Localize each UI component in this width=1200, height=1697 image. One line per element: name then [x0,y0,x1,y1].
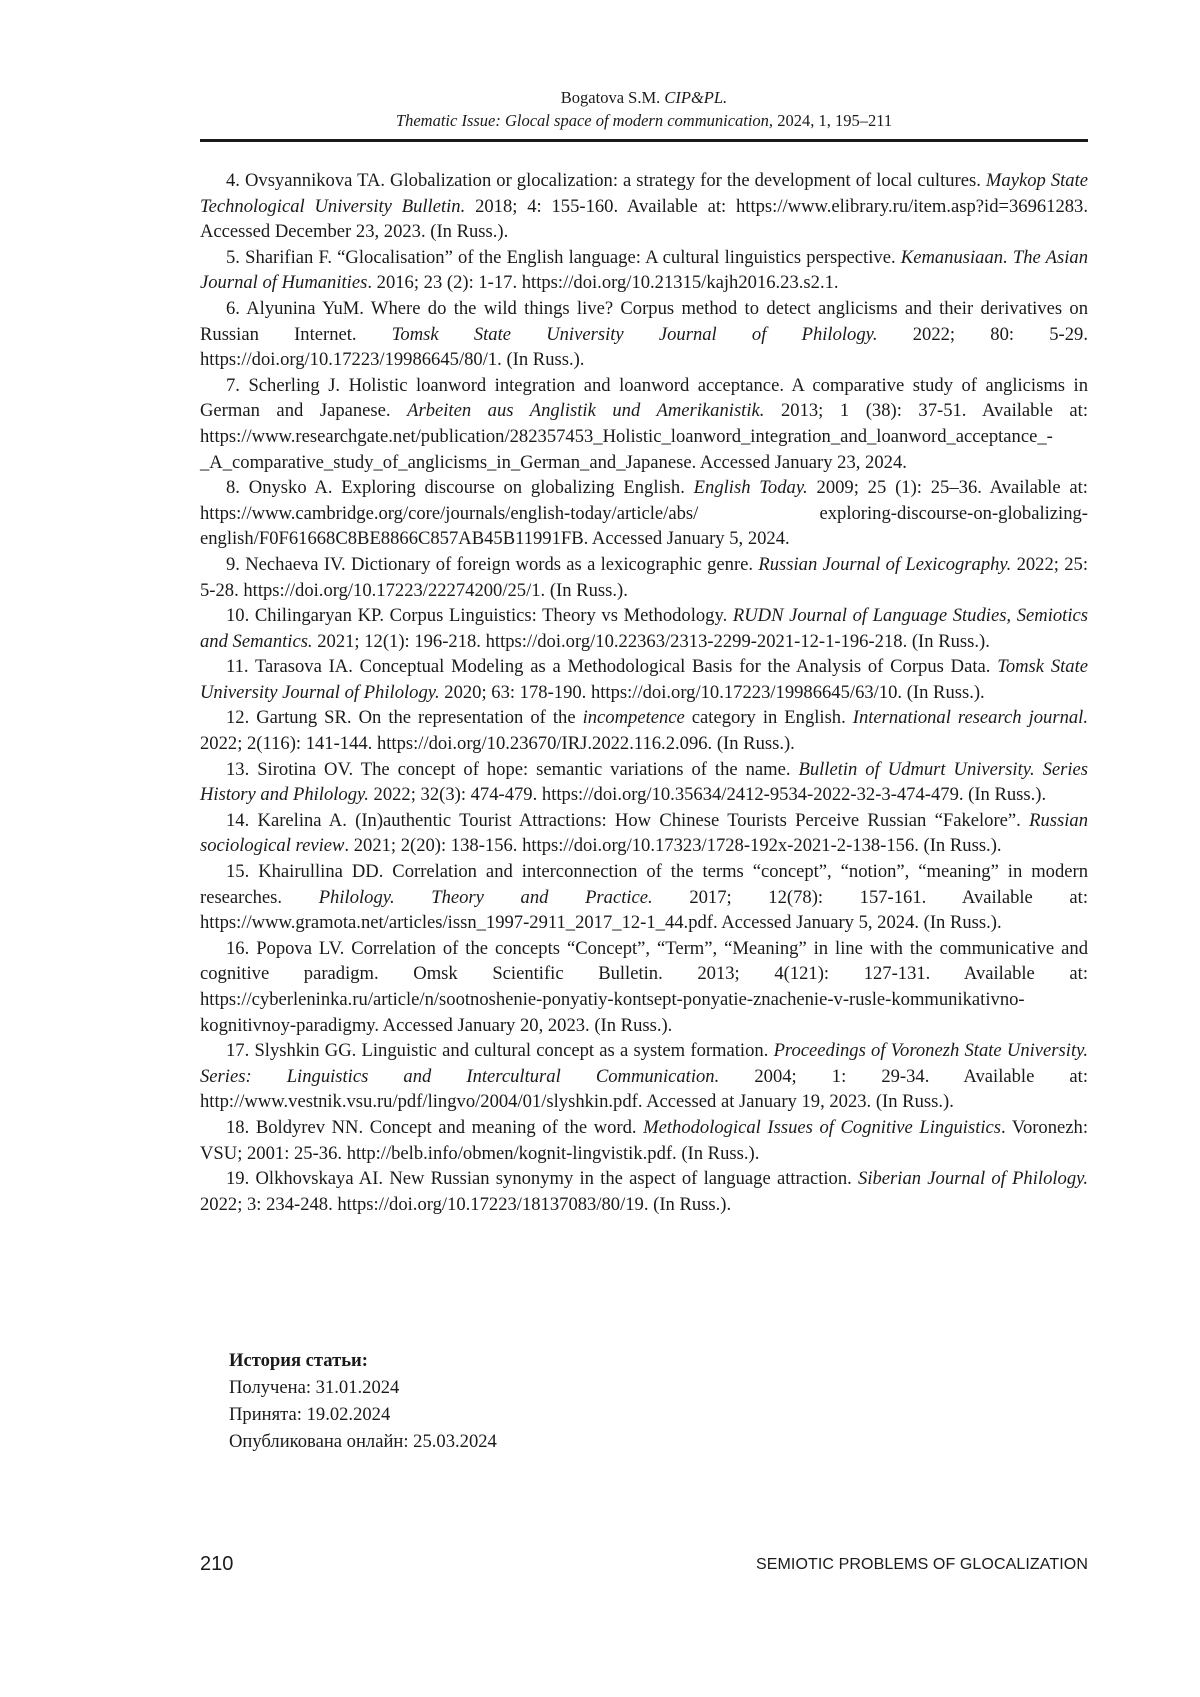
reference-source-title: Siberian Journal of Philology. [858,1168,1088,1190]
reference-text: 2018; 4: 155-160. Available at: https://www.elibrary.ru/item.asp?id=36961283. Accessed December 23, 2023. (In Russ.). [200,195,1088,243]
reference-text: 13. Sirotina OV. The concept of hope: semantic variations of the name. [226,758,799,780]
reference-text: 2004; 1: 29-34. Available at: http://www.vestnik.vsu.ru/pdf/lingvo/2004/01/slyshkin.pdf. Accessed at January 19, 2023. (In Russ.). [200,1065,1088,1113]
reference-item [200,705,1088,756]
reference-source-title: Philology. Theory and Practice. [318,886,653,908]
reference-item [200,1038,1088,1115]
reference-text: 17. Slyshkin GG. Linguistic and cultural concept as a system formation. [226,1040,774,1062]
reference-source-title: Bulletin of Udmurt University. Series History and Philology. [200,758,1089,806]
header-issue-title: Thematic Issue: Glocal space of modern communication, [395,111,774,130]
reference-text: 2009; 25 (1): 25–36. Available at: https://www.cambridge.org/core/journals/english-today/article/abs/ exploring-discourse-on-globalizing-english/F0F61668C8BE8866C857AB45B11991FB. Accessed January 5, 2024. [200,477,1088,550]
header-issue-details: 2024, 1, 195–211 [773,111,893,130]
reference-list [200,168,1088,1217]
header-issue-line [200,109,1088,132]
reference-source-title: English Today. [693,477,808,499]
running-header [200,86,1088,132]
history-published: Опубликована онлайн: 25.03.2024 [229,1431,497,1452]
reference-item [200,603,1088,654]
page-number: 210 [200,1553,234,1575]
reference-text: 11. Tarasova IA. Conceptual Modeling as a Methodological Basis for the Analysis of Corpus Data. [226,656,998,678]
history-title: История статьи: [229,1350,368,1371]
reference-text: . 2021; 2(20): 138-156. https://doi.org/10.17323/1728-192x-2021-2-138-156. (In Russ.). [344,835,1002,857]
reference-source-title: Russian sociological review [200,809,1088,857]
reference-text: 2022; 25: 5-28. https://doi.org/10.17223/22274200/25/1. (In Russ.). [200,553,1088,601]
reference-text: 14. Karelina A. (In)authentic Tourist Attractions: How Chinese Tourists Perceive Russian “Fakelore”. [226,809,1030,831]
history-received: Получена: 31.01.2024 [229,1377,400,1398]
reference-item [200,808,1088,859]
reference-item [200,245,1088,296]
reference-text: 6. Alyunina YuM. Where do the wild things live? Corpus method to detect anglicisms and their derivatives on Russian Internet. [200,297,1088,345]
reference-text: 4. Ovsyannikova TA. Globalization or glocalization: a strategy for the development of local cultures. [226,170,986,191]
reference-item [200,936,1088,1038]
history-accepted: Принята: 19.02.2024 [229,1404,391,1425]
reference-text: 9. Nechaeva IV. Dictionary of foreign words as a lexicographic genre. [226,553,759,575]
reference-source-title: Russian Journal of Lexicography. [758,553,1012,575]
reference-text: 2022; 80: 5-29. https://doi.org/10.17223/19986645/80/1. (In Russ.). [200,323,1088,371]
footer-section-title: SEMIOTIC PROBLEMS OF GLOCALIZATION [755,1556,1088,1573]
reference-text: 2022; 32(3): 474-479. https://doi.org/10.35634/2412-9534-2022-32-3-474-479. (In Russ.). [368,784,1047,806]
reference-item [200,1115,1088,1166]
reference-item [200,168,1088,245]
reference-source-title: Arbeiten aus Anglistik und Amerikanistik. [407,400,765,422]
reference-text: 10. Chilingaryan KP. Corpus Linguistics: Theory vs Methodology. [226,605,733,627]
reference-item [200,296,1088,373]
header-author: Bogatova S.M. [560,88,665,107]
reference-item [200,552,1088,603]
reference-source-title: Tomsk State University Journal of Philology. [391,323,878,345]
reference-item [200,757,1088,808]
article-history [229,1347,497,1455]
reference-item [200,859,1088,936]
reference-text: 15. Khairullina DD. Correlation and interconnection of the terms “concept”, “notion”, “meaning” in modern researches. [200,861,1088,908]
reference-item [200,373,1088,475]
reference-text: 2017; 12(78): 157-161. Available at: https://www.gramota.net/articles/issn_1997-2911_2017_12-1_44.pdf. Accessed January 5, 2024. (In Russ.). [200,886,1089,934]
reference-source-title: RUDN Journal of Language Studies, Semiotics and Semantics. [200,605,1088,652]
reference-source-title: International research journal. [852,707,1088,729]
reference-text: 12. Gartung SR. On the representation of the [226,707,583,729]
reference-text: 2022; 3: 234-248. https://doi.org/10.17223/18137083/80/19. (In Russ.). [200,1193,732,1215]
reference-item [200,654,1088,705]
reference-text: 8. Onysko A. Exploring discourse on globalizing English. [226,477,694,499]
reference-source-title: Proceedings of Voronezh State University. Series: Linguistics and Intercultural Communication. [200,1040,1088,1087]
reference-text: 19. Olkhovskaya AI. New Russian synonymy in the aspect of language attraction. [226,1168,859,1190]
header-journal-name: CIP&PL. [664,88,728,107]
reference-item [200,475,1088,552]
reference-item [200,1166,1088,1217]
reference-source-title: Maykop State Technological University Bulletin. [200,170,1088,217]
reference-source-title: Kemanusiaan. The Asian Journal of Humanities [200,246,1089,294]
header-author-line [200,86,1088,109]
reference-text: 2022; 2(116): 141-144. https://doi.org/10.23670/IRJ.2022.116.2.096. (In Russ.). [200,733,795,755]
reference-source-title: Tomsk State University Journal of Philology. [200,656,1088,703]
reference-text: 2020; 63: 178-190. https://doi.org/10.17223/19986645/63/10. (In Russ.). [439,681,985,703]
reference-text: 2013; 1 (38): 37-51. Available at: https://www.researchgate.net/publication/282357453_Holistic_loanword_integration_and_loanword_acceptance_-_A_comparative_study_of_anglicisms_in_German_and_Japanese. Accessed January 23, 2024. [200,400,1088,473]
reference-source-title: incompetence [582,707,685,729]
reference-source-title: Methodological Issues of Cognitive Linguistics [643,1116,1002,1138]
reference-text: . Voronezh: VSU; 2001: 25-36. http://belb.info/obmen/kognit-lingvistik.pdf. (In Russ.). [200,1116,1088,1164]
reference-text: 2021; 12(1): 196-218. https://doi.org/10.22363/2313-2299-2021-12-1-196-218. (In Russ.). [312,630,990,652]
reference-text: 5. Sharifian F. “Glocalisation” of the English language: A cultural linguistics perspective. [226,246,901,268]
reference-text: 18. Boldyrev NN. Concept and meaning of the word. [226,1116,644,1138]
reference-text: 16. Popova LV. Correlation of the concepts “Concept”, “Term”, “Meaning” in line with the communicative and cognitive paradigm. Omsk Scientific Bulletin. 2013; 4(121): 127-131. Available at: https://cyberleninka.ru/article/n/sootnoshenie-ponyatiy-kontsept-ponyatie-znachenie-v-rusle-kommunikativno-kognitivnoy-paradigmy. Accessed January 20, 2023. (In Russ.). [200,937,1088,1036]
header-divider [200,139,1088,142]
reference-text: category in English. [684,707,853,729]
reference-text: 7. Scherling J. Holistic loanword integration and loanword acceptance. A comparative study of anglicisms in German and Japanese. [200,374,1088,422]
reference-text: . 2016; 23 (2): 1-17. https://doi.org/10.21315/kajh2016.23.s2.1. [367,272,839,294]
